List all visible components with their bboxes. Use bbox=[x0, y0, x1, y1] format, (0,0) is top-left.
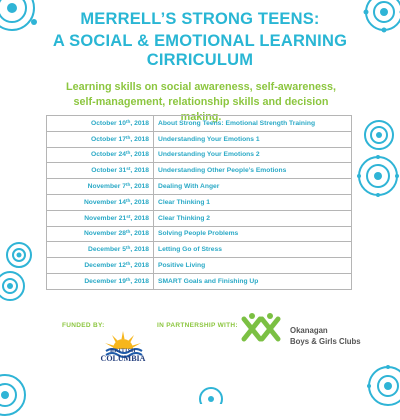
session-date-month-day: October bbox=[91, 136, 117, 143]
session-topic: SMART Goals and Finishing Up bbox=[154, 273, 352, 289]
session-date bbox=[47, 210, 154, 226]
schedule-row bbox=[47, 258, 352, 274]
session-date-suffix: th bbox=[126, 277, 130, 282]
session-date-month-day: October bbox=[91, 151, 117, 158]
session-topic: Understanding Other People’s Emotions bbox=[154, 163, 352, 179]
session-date-suffix: st bbox=[126, 214, 130, 219]
session-date-day: 24 bbox=[119, 151, 126, 158]
flower-decoration-bottom-right bbox=[364, 362, 400, 410]
session-date-suffix: th bbox=[126, 135, 130, 140]
session-date bbox=[47, 179, 154, 195]
page-title-line-2: A SOCIAL & EMOTIONAL LEARNING CIRRICULUM bbox=[0, 32, 400, 70]
session-date bbox=[47, 258, 154, 274]
schedule-row bbox=[47, 131, 352, 147]
session-date-month-day: November bbox=[88, 183, 121, 190]
session-date-month-day: November bbox=[84, 230, 117, 237]
session-date-suffix: th bbox=[126, 229, 130, 234]
schedule-table bbox=[46, 115, 352, 290]
session-date-month-day: October bbox=[91, 120, 117, 127]
session-date-month-day: November bbox=[84, 215, 117, 222]
session-date-year: , 2018 bbox=[130, 167, 149, 174]
session-topic: Solving People Problems bbox=[154, 226, 352, 242]
session-date-year: , 2018 bbox=[130, 215, 149, 222]
session-date-year: , 2018 bbox=[130, 151, 149, 158]
flower-decoration-bottom-left bbox=[0, 370, 30, 420]
session-date-year: , 2018 bbox=[130, 199, 149, 206]
session-date-day: 21 bbox=[119, 215, 126, 222]
session-date-day: 10 bbox=[119, 120, 126, 127]
page-title-line-1: MERRELL’S STRONG TEENS: bbox=[0, 10, 400, 29]
schedule-row bbox=[47, 242, 352, 258]
schedule-row bbox=[47, 179, 352, 195]
schedule-row bbox=[47, 226, 352, 242]
session-topic: Understanding Your Emotions 1 bbox=[154, 131, 352, 147]
session-topic: Clear Thinking 1 bbox=[154, 194, 352, 210]
session-date bbox=[47, 131, 154, 147]
schedule-row bbox=[47, 273, 352, 289]
session-date-year: , 2018 bbox=[130, 120, 149, 127]
session-date-day: 28 bbox=[119, 230, 126, 237]
session-date-year: , 2018 bbox=[130, 136, 149, 143]
session-date-month-day: December bbox=[84, 262, 116, 269]
session-date-suffix: st bbox=[126, 166, 130, 171]
flower-decoration-left bbox=[4, 240, 34, 270]
schedule-row bbox=[47, 163, 352, 179]
session-topic: Dealing With Anger bbox=[154, 179, 352, 195]
session-topic: Positive Living bbox=[154, 258, 352, 274]
bc-logo-text-line-2: COLUMBIA bbox=[98, 354, 148, 363]
flower-decoration-right-lower bbox=[354, 152, 400, 200]
session-date-year: , 2018 bbox=[130, 183, 149, 190]
schedule-row bbox=[47, 147, 352, 163]
partnership-label: IN PARTNERSHIP WITH: bbox=[157, 322, 238, 329]
partner-name-line-1: Okanagan bbox=[290, 326, 328, 335]
session-date bbox=[47, 163, 154, 179]
schedule-row bbox=[47, 116, 352, 132]
session-date-day: 19 bbox=[119, 278, 126, 285]
session-date bbox=[47, 116, 154, 132]
boys-girls-clubs-logo-icon bbox=[240, 313, 282, 345]
session-topic: Letting Go of Stress bbox=[154, 242, 352, 258]
session-date-year: , 2018 bbox=[130, 230, 149, 237]
flower-decoration-left-lower bbox=[0, 268, 28, 304]
session-date bbox=[47, 194, 154, 210]
session-date-year: , 2018 bbox=[130, 246, 149, 253]
session-date-month-day: December bbox=[84, 278, 116, 285]
session-date-suffix: th bbox=[126, 119, 130, 124]
session-date-day: 7 bbox=[122, 183, 126, 190]
curriculum-description: Learning skills on social awareness, self-awareness, self-management, relationship skills and decision making. bbox=[56, 80, 346, 125]
session-topic: Understanding Your Emotions 2 bbox=[154, 147, 352, 163]
session-topic: About Strong Teens: Emotional Strength Training bbox=[154, 116, 352, 132]
schedule-table-body bbox=[47, 116, 352, 290]
session-date-suffix: th bbox=[126, 182, 130, 187]
session-date-suffix: th bbox=[126, 198, 130, 203]
session-date-day: 17 bbox=[119, 136, 126, 143]
bc-logo-text-line-1: BRITISH bbox=[98, 348, 148, 354]
session-date-day: 12 bbox=[119, 262, 126, 269]
session-topic: Clear Thinking 2 bbox=[154, 210, 352, 226]
schedule-row bbox=[47, 210, 352, 226]
funded-by-label: FUNDED BY: bbox=[62, 322, 105, 329]
session-date-month-day: November bbox=[84, 199, 117, 206]
session-date-year: , 2018 bbox=[130, 262, 149, 269]
session-date-suffix: th bbox=[126, 245, 130, 250]
session-date bbox=[47, 273, 154, 289]
flower-decoration-right bbox=[362, 118, 396, 152]
session-date-year: , 2018 bbox=[130, 278, 149, 285]
session-date-month-day: October bbox=[91, 167, 117, 174]
session-date-day: 31 bbox=[119, 167, 126, 174]
flower-decoration-bottom-center bbox=[196, 384, 226, 404]
session-date-day: 14 bbox=[119, 199, 126, 206]
session-date bbox=[47, 226, 154, 242]
schedule-row bbox=[47, 194, 352, 210]
session-date-suffix: th bbox=[126, 150, 130, 155]
session-date bbox=[47, 147, 154, 163]
session-date-suffix: th bbox=[126, 261, 130, 266]
session-date bbox=[47, 242, 154, 258]
session-date-month-day: December bbox=[88, 246, 120, 253]
session-date-day: 5 bbox=[122, 246, 126, 253]
partner-name-line-2: Boys & Girls Clubs bbox=[290, 337, 361, 346]
